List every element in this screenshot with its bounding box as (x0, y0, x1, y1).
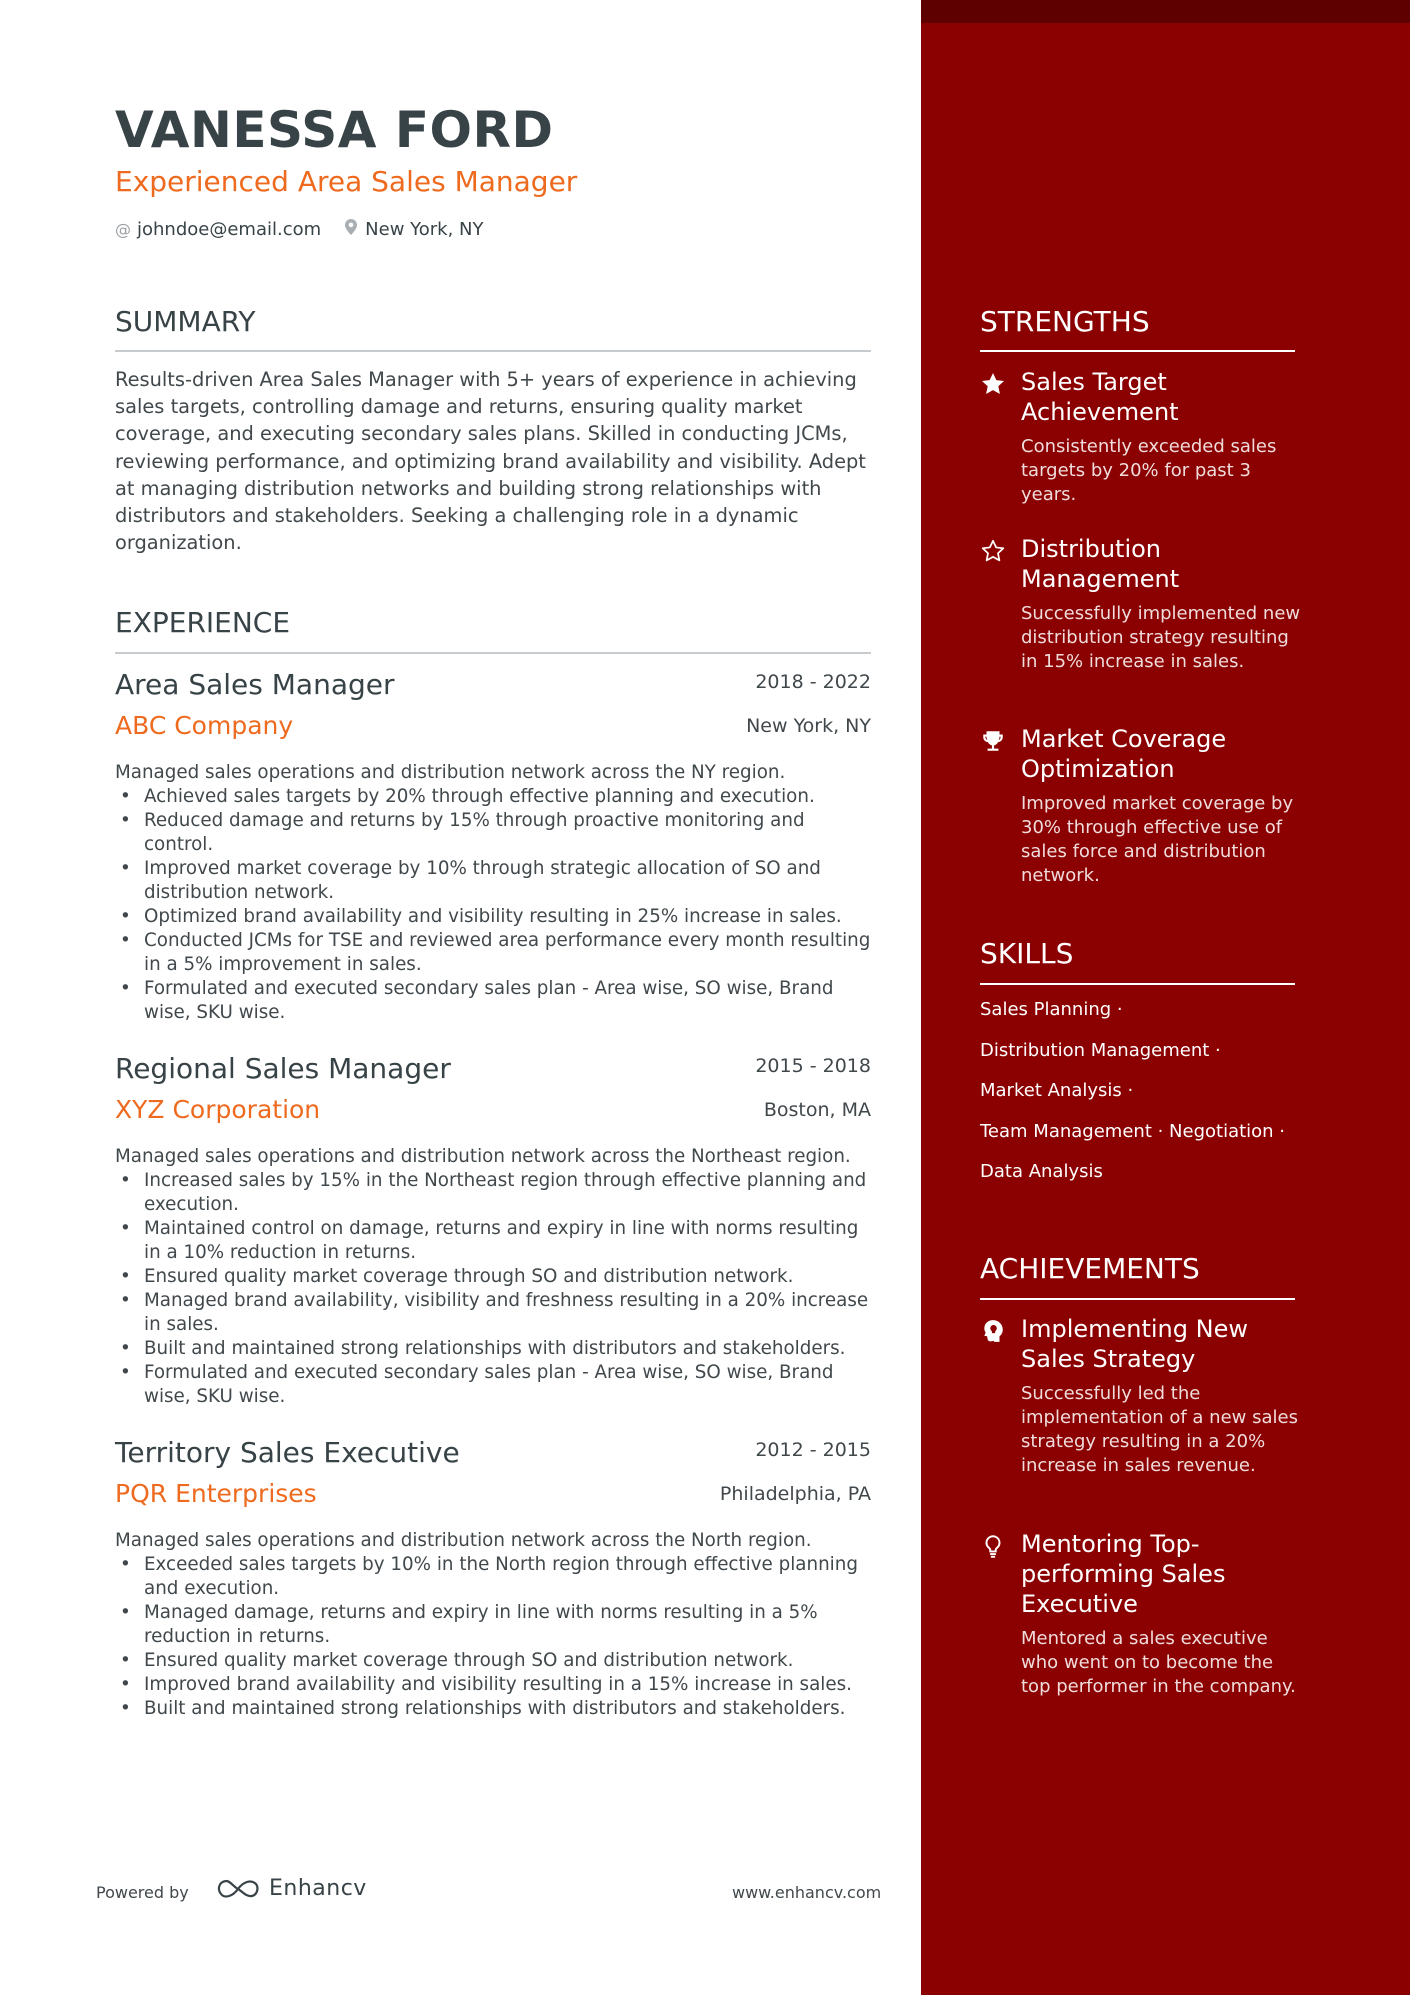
contact-info (115, 218, 505, 242)
job-location: New York, NY (746, 715, 871, 737)
job-bullet: • Managed brand availability, visibility and freshness resulting in a 20% increase in sales. (115, 1289, 871, 1337)
sidebar-top-bar (921, 0, 1410, 23)
job-bullet: • Exceeded sales targets by 10% in the North region through effective planning and execution. (115, 1553, 871, 1601)
head-idea-icon (980, 1318, 1006, 1344)
job-bullet: • Built and maintained strong relationships with distributors and stakeholders. (115, 1337, 871, 1361)
achievement-description: Mentored a sales executive who went on to become the top performer in the company. (1021, 1628, 1296, 1697)
achievements-divider (980, 1298, 1295, 1300)
star-outline-icon (980, 538, 1006, 564)
job-description: Managed sales operations and distribution network across the Northeast region. (115, 1146, 851, 1167)
strength-title: Distribution Management (1021, 535, 1180, 593)
strength-description: Consistently exceeded sales targets by 20% for past 3 years. (1021, 436, 1277, 505)
skill-row: Market Analysis · (980, 1080, 1134, 1101)
strengths-heading: STRENGTHS (980, 305, 1150, 338)
skill-row: Data Analysis (980, 1161, 1103, 1182)
achievement-title: Mentoring Top-performing Sales Executive (1021, 1530, 1226, 1618)
location-text: New York, NY (365, 219, 484, 240)
job-role: Area Sales Manager (115, 668, 395, 701)
email-contact[interactable] (115, 218, 321, 242)
location-contact (343, 218, 483, 242)
job-bullet: • Improved market coverage by 10% through strategic allocation of SO and distribution network. (115, 857, 871, 905)
job-company: ABC Company (115, 711, 294, 740)
achievement-title: Implementing New Sales Strategy (1021, 1315, 1248, 1373)
strength-title: Market Coverage Optimization (1021, 725, 1227, 783)
strengths-divider (980, 350, 1295, 352)
job-location: Boston, MA (763, 1099, 871, 1121)
star-filled-icon (980, 371, 1006, 397)
job-company: PQR Enterprises (115, 1479, 317, 1508)
job-bullet: • Ensured quality market coverage through SO and distribution network. (115, 1265, 871, 1289)
experience-heading: EXPERIENCE (115, 606, 291, 639)
job-bullet: • Improved brand availability and visibility resulting in a 15% increase in sales. (115, 1673, 871, 1697)
job-dates: 2012 - 2015 (755, 1439, 871, 1461)
summary-divider (115, 350, 871, 352)
job-bullet: • Built and maintained strong relationships with distributors and stakeholders. (115, 1697, 871, 1721)
summary-text: Results-driven Area Sales Manager with 5+ years of experience in achieving sales targets, controlling damage and returns, ensuring quality market coverage, and executing secondary sales plans. Skilled in conducting JCMs, reviewing performance, and optimizing brand availability and visibility. Adept at managing distribution networks and building strong relationships with distributors and stakeholders. Seeking a challenging role in a dynamic organization. (115, 368, 866, 555)
lightbulb-icon (980, 1533, 1006, 1559)
job-bullet: • Formulated and executed secondary sales plan - Area wise, SO wise, Brand wise, SKU wise. (115, 977, 871, 1025)
skill-row: Distribution Management · (980, 1039, 1221, 1061)
powered-by-label: Powered by (96, 1883, 189, 1902)
job-bullet: • Formulated and executed secondary sales plan - Area wise, SO wise, Brand wise, SKU wise. (115, 1361, 871, 1409)
job-bullet: • Reduced damage and returns by 15% through proactive monitoring and control. (115, 809, 871, 857)
job-bullet: • Managed damage, returns and expiry in line with norms resulting in a 5% reduction in returns. (115, 1601, 871, 1649)
job-role: Territory Sales Executive (115, 1436, 460, 1469)
enhancv-logo[interactable] (215, 1876, 367, 1901)
strength-description: Successfully implemented new distribution strategy resulting in 15% increase in sales. (1021, 603, 1301, 672)
map-pin-icon (343, 218, 359, 242)
summary-heading: SUMMARY (115, 305, 256, 338)
job-bullets (115, 1553, 871, 1721)
job-bullet: • Optimized brand availability and visibility resulting in 25% increase in sales. (115, 905, 871, 929)
job-bullet: • Achieved sales targets by 20% through effective planning and execution. (115, 785, 871, 809)
achievements-heading: ACHIEVEMENTS (980, 1252, 1200, 1285)
job-bullet: • Maintained control on damage, returns and expiry in line with norms resulting in a 10% reduction in returns. (115, 1217, 871, 1265)
skill-row: Team Management · Negotiation · (980, 1120, 1286, 1142)
candidate-title: Experienced Area Sales Manager (115, 165, 578, 198)
experience-divider (115, 652, 871, 654)
job-bullet: • Increased sales by 15% in the Northeast region through effective planning and execution. (115, 1169, 871, 1217)
trophy-icon (980, 728, 1006, 754)
job-role: Regional Sales Manager (115, 1052, 451, 1085)
strength-description: Improved market coverage by 30% through effective use of sales force and distribution network. (1021, 793, 1294, 886)
job-description: Managed sales operations and distribution network across the NY region. (115, 762, 786, 783)
job-dates: 2015 - 2018 (755, 1055, 871, 1077)
skill-row: Sales Planning · (980, 999, 1123, 1020)
skills-divider (980, 983, 1295, 985)
job-bullet: • Ensured quality market coverage through SO and distribution network. (115, 1649, 871, 1673)
job-bullets (115, 1169, 871, 1409)
job-dates: 2018 - 2022 (755, 671, 871, 693)
job-bullet: • Conducted JCMs for TSE and reviewed area performance every month resulting in a 5% improvement in sales. (115, 929, 871, 977)
brand-name: Enhancv (269, 1876, 367, 1901)
strength-title: Sales Target Achievement (1021, 368, 1179, 426)
footer-url[interactable]: www.enhancv.com (732, 1883, 882, 1902)
enhancv-logo-icon (215, 1877, 261, 1901)
skills-list (980, 998, 1300, 1201)
candidate-name: VANESSA FORD (115, 101, 554, 159)
job-company: XYZ Corporation (115, 1095, 321, 1124)
job-location: Philadelphia, PA (719, 1483, 871, 1505)
job-description: Managed sales operations and distribution network across the North region. (115, 1530, 812, 1551)
achievement-description: Successfully led the implementation of a new sales strategy resulting in a 20% increase in sales revenue. (1021, 1383, 1298, 1476)
email-text: johndoe@email.com (137, 219, 322, 240)
job-bullets (115, 785, 871, 1025)
at-icon: @ (115, 220, 131, 239)
skills-heading: SKILLS (980, 937, 1074, 970)
